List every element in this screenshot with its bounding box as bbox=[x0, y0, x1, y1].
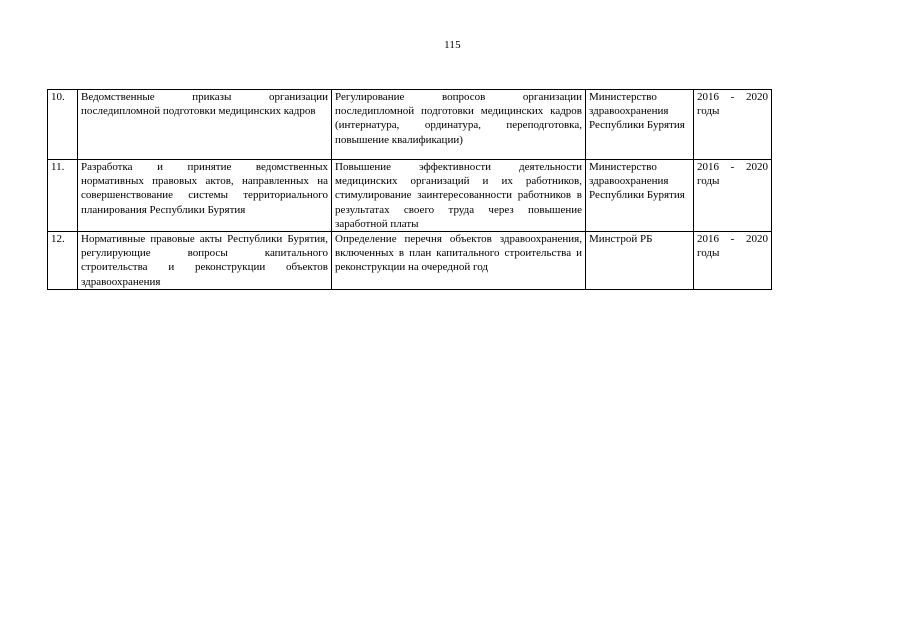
responsible-body: Минстрой РБ bbox=[586, 232, 694, 290]
implementation-term bbox=[694, 160, 772, 232]
term-dash: - bbox=[730, 233, 735, 246]
term-start-year: 2016 bbox=[697, 91, 719, 103]
responsible-body: Министерство здравоохранения Республики Бурятия bbox=[586, 90, 694, 160]
term-start-year: 2016 bbox=[697, 161, 719, 173]
row-number: 12. bbox=[48, 232, 78, 290]
measure-name: Нормативные правовые акты Республики Бурятия, регулирующие вопросы капитального строительства и реконструкции объектов здравоохранения bbox=[78, 232, 332, 290]
term-dash: - bbox=[730, 91, 735, 103]
term-end-year: 2020 bbox=[745, 161, 768, 173]
table-row bbox=[48, 90, 772, 160]
measures-table bbox=[47, 89, 772, 290]
row-number: 11. bbox=[48, 160, 78, 232]
measure-goal: Регулирование вопросов организации последипломной подготовки медицинских кадров (интернатура, ординатура, переподготовка, повышение квалификации) bbox=[332, 90, 586, 160]
term-end-year: 2020 bbox=[745, 233, 768, 246]
table-row bbox=[48, 232, 772, 290]
implementation-term bbox=[694, 232, 772, 290]
row-number: 10. bbox=[48, 90, 78, 160]
responsible-body: Министерство здравоохранения Республики Бурятия bbox=[586, 160, 694, 232]
measure-name: Ведомственные приказы организации последипломной подготовки медицинских кадров bbox=[78, 90, 332, 160]
term-unit: годы bbox=[697, 105, 720, 118]
term-dash: - bbox=[730, 161, 735, 173]
term-end-year: 2020 bbox=[745, 91, 768, 103]
measure-name: Разработка и принятие ведомственных нормативных правовых актов, направленных на совершенствование системы территориального планирования Республики Бурятия bbox=[78, 160, 332, 232]
implementation-term bbox=[694, 90, 772, 160]
table-row bbox=[48, 160, 772, 232]
term-unit: годы bbox=[697, 247, 720, 260]
page-number: 115 bbox=[444, 39, 461, 51]
term-unit: годы bbox=[697, 175, 720, 188]
measure-goal: Определение перечня объектов здравоохранения, включенных в план капитального строительства и реконструкции на очередной год bbox=[332, 232, 586, 290]
measure-goal: Повышение эффективности деятельности медицинских организаций и их работников, стимулирование заинтересованности работников в результатах своего труда через повышение заработной платы bbox=[332, 160, 586, 232]
term-start-year: 2016 bbox=[697, 233, 719, 246]
